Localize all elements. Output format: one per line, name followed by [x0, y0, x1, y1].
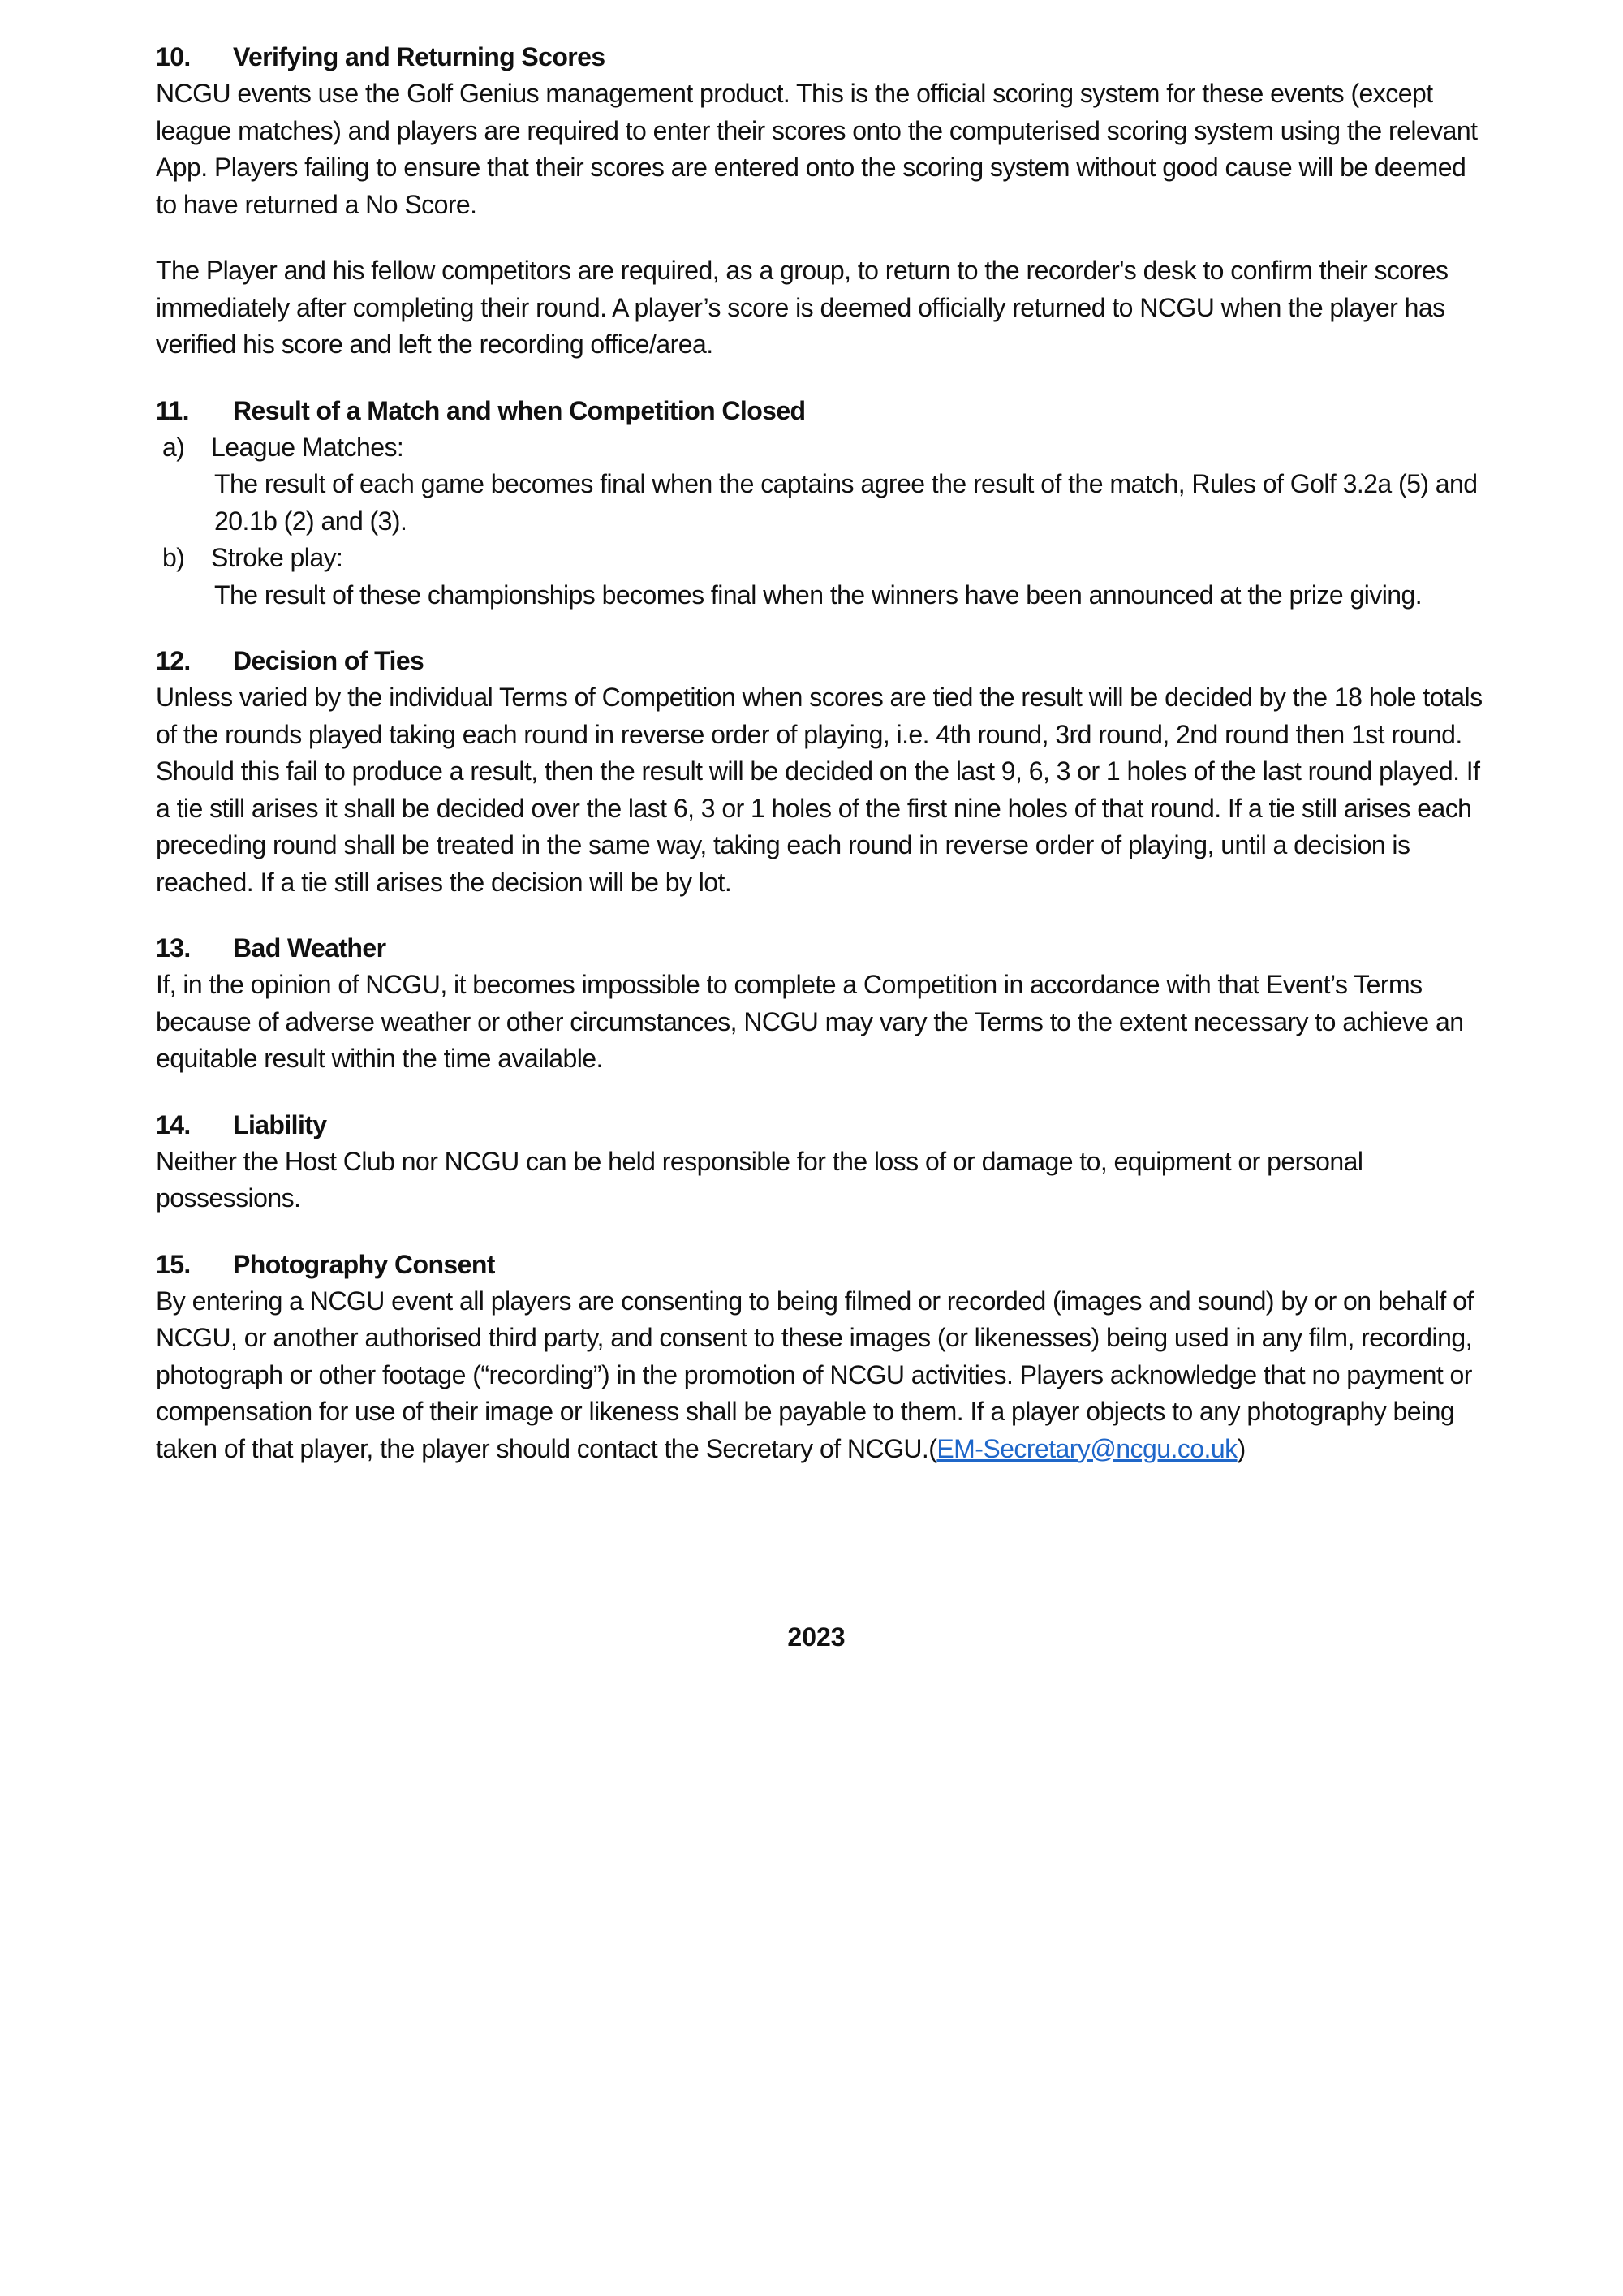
section-12	[156, 643, 1487, 901]
section-heading	[156, 39, 1487, 75]
section-number: 11.	[156, 395, 189, 425]
list-item-title: League Matches:	[211, 432, 404, 462]
section-15	[156, 1247, 1487, 1468]
section-number: 15.	[156, 1249, 191, 1279]
list-item-body: The result of these championships becomes final when the winners have been announced at the prize giving.	[214, 579, 1423, 610]
section-title: Result of a Match and when Competition Closed	[233, 395, 806, 425]
list-item	[156, 429, 1487, 541]
section-13	[156, 930, 1487, 1078]
section-title: Decision of Ties	[233, 646, 424, 675]
section-10	[156, 39, 1487, 364]
list-item-label: a)	[162, 432, 185, 462]
section-number: 14.	[156, 1109, 191, 1139]
section-heading	[156, 643, 1487, 679]
paragraph	[156, 1283, 1487, 1468]
section-14	[156, 1107, 1487, 1217]
section-11	[156, 393, 1487, 614]
section-heading	[156, 393, 1487, 429]
list-item	[156, 540, 1487, 614]
section-title: Bad Weather	[233, 933, 386, 963]
section-title: Liability	[233, 1109, 327, 1139]
section-heading	[156, 1107, 1487, 1144]
section-number: 13.	[156, 933, 191, 963]
section-title: Photography Consent	[233, 1249, 495, 1279]
paragraph: Neither the Host Club nor NCGU can be held responsible for the loss of or damage to, equipment or personal possessions.	[156, 1146, 1363, 1213]
section-title: Verifying and Returning Scores	[233, 42, 605, 71]
section-number: 12.	[156, 646, 191, 675]
section-heading	[156, 930, 1487, 967]
list-item-label: b)	[162, 543, 185, 572]
secretary-email-link[interactable]: EM-Secretary@ncgu.co.uk	[936, 1433, 1238, 1463]
paragraph: NCGU events use the Golf Genius management product. This is the official scoring system for these events (except league matches) and players are required to enter their scores onto the computerised scoring system using the relevant App. Players failing to ensure that their scores are entered onto the scoring system without good cause will be deemed to have returned a No Score.	[156, 79, 1478, 219]
list-item-title: Stroke play:	[211, 543, 343, 572]
document-page	[156, 39, 1487, 1467]
list-item-body: The result of each game becomes final when the captains agree the result of the match, Rules of Golf 3.2a (5) and 20.1b (2) and (3).	[214, 469, 1478, 536]
footer-year: 2023	[787, 1622, 846, 1652]
paragraph: Unless varied by the individual Terms of Competition when scores are tied the result will be decided by the 18 hole totals of the rounds played taking each round in reverse order of playing, i.e. 4th round, 3rd round, 2nd round then 1st round. Should this fail to produce a result, then the result will be decided on the last 9, 6, 3 or 1 holes of the last round played. If a tie still arises it shall be decided over the last 6, 3 or 1 holes of the first nine holes of that round. If a tie still arises each preceding round shall be treated in the same way, taking each round in reverse order of playing, until a decision is reached. If a tie still arises the decision will be by lot.	[156, 683, 1483, 897]
section-heading	[156, 1247, 1487, 1283]
section-number: 10.	[156, 42, 191, 71]
paragraph: If, in the opinion of NCGU, it becomes impossible to complete a Competition in accordance with that Event’s Terms because of adverse weather or other circumstances, NCGU may vary the Terms to the extent necessary to achieve an equitable result within the time available.	[156, 970, 1464, 1073]
paragraph: The Player and his fellow competitors are required, as a group, to return to the recorder's desk to confirm their scores immediately after completing their round. A player’s score is deemed officially returned to NCGU when the player has verified his score and left the recording office/area.	[156, 256, 1449, 359]
paragraph-text-end: )	[1237, 1433, 1246, 1463]
paragraph-text: By entering a NCGU event all players are consenting to being filmed or recorded (images and sound) by or on behalf of NCGU, or another authorised third party, and consent to these images (or likenesses) being used in any film, recording, photograph or other footage (“recording”) in the promotion of NCGU activities. Players acknowledge that no payment or compensation for use of their image or likeness shall be payable to them. If a player objects to any photography being taken of that player, the player should contact the Secretary of NCGU.(	[156, 1286, 1474, 1463]
